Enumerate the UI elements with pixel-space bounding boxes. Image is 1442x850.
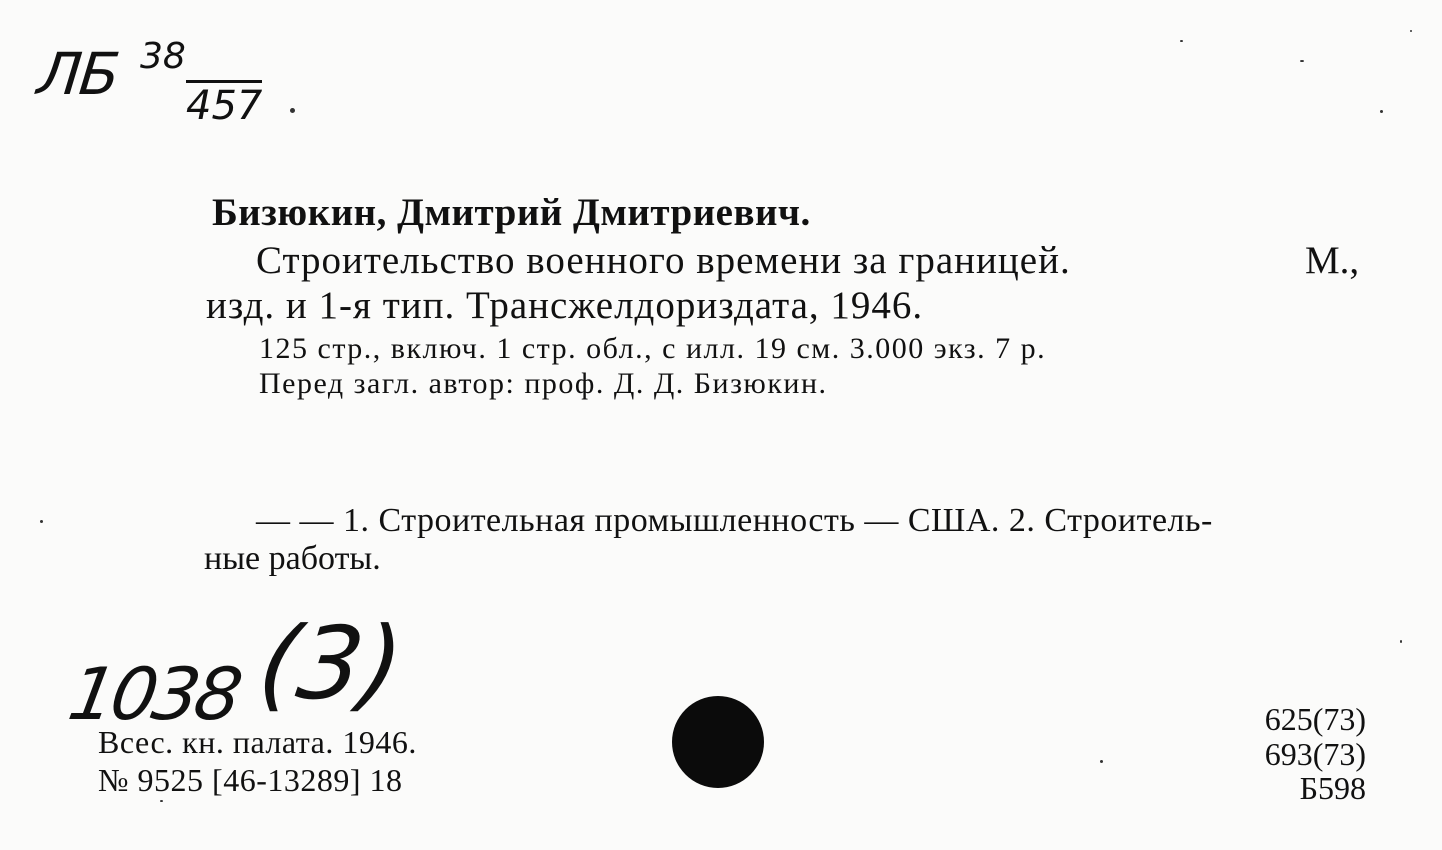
scan-speck xyxy=(290,108,295,113)
shelf-mark-superscript: 38 xyxy=(140,36,186,77)
handwritten-copy-count: (3) xyxy=(251,605,410,722)
book-title: Строительство военного времени за границей. xyxy=(256,239,1071,282)
subject-headings-line-1: — — 1. Строительная промышленность — США. 2. Строитель- xyxy=(256,502,1213,539)
scan-speck xyxy=(1380,110,1383,113)
scan-speck xyxy=(1300,60,1304,62)
subject-headings-line-2: ные работы. xyxy=(204,540,381,577)
scan-speck xyxy=(1180,40,1183,42)
classification-code: 625(73) xyxy=(1264,701,1366,737)
author-note: Перед загл. автор: проф. Д. Д. Бизюкин. xyxy=(259,367,828,400)
handwritten-number: 1038 xyxy=(62,652,245,736)
scan-speck xyxy=(160,800,163,802)
punch-hole xyxy=(672,696,764,788)
publisher-line-1: Всес. кн. палата. 1946. xyxy=(98,724,417,760)
classification-code: 693(73) xyxy=(1264,736,1366,772)
classification-code: Б598 xyxy=(1299,770,1366,806)
shelf-mark-prefix: ЛБ xyxy=(34,40,121,108)
scan-speck xyxy=(1100,760,1103,763)
scan-speck xyxy=(1400,640,1402,643)
imprint: изд. и 1-я тип. Трансжелдориздата, 1946. xyxy=(206,284,924,327)
scan-speck xyxy=(40,520,43,523)
scan-speck xyxy=(1410,30,1412,32)
author-heading: Бизюкин, Дмитрий Дмитриевич. xyxy=(212,191,811,234)
publisher-line-2: № 9525 [46-13289] 18 xyxy=(98,762,403,798)
publication-place: М., xyxy=(1305,239,1360,282)
shelf-mark-denominator: 457 xyxy=(186,80,262,129)
collation: 125 стр., включ. 1 стр. обл., с илл. 19 см. 3.000 экз. 7 р. xyxy=(259,332,1047,365)
